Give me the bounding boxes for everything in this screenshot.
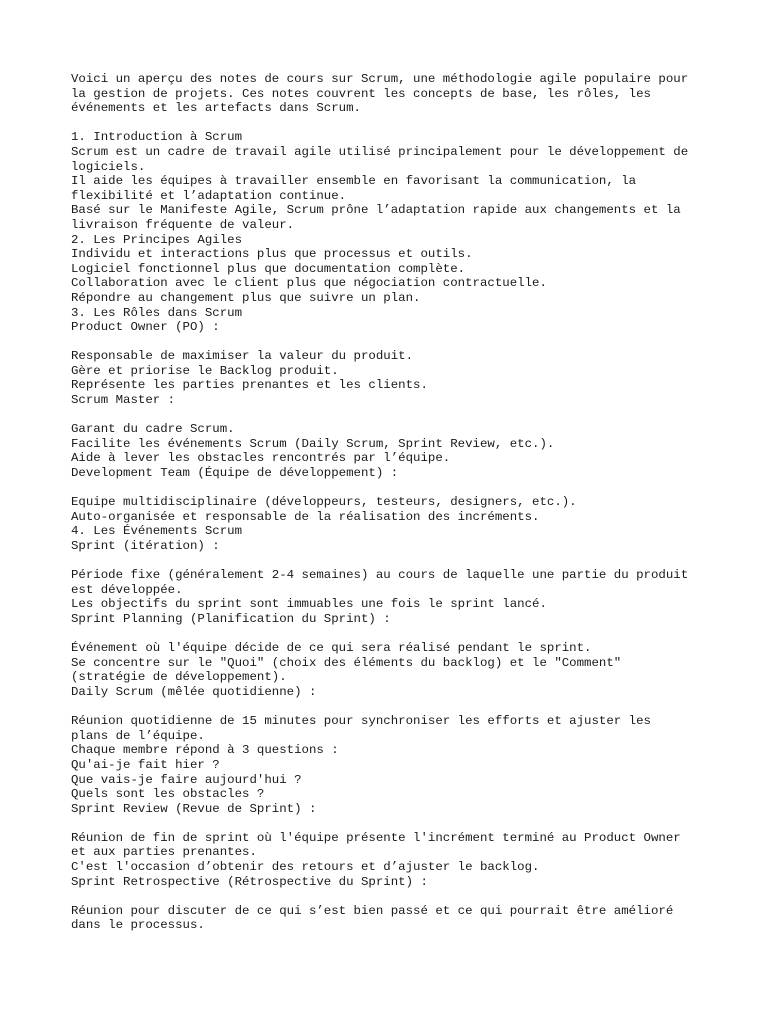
text-line: Collaboration avec le client plus que négociation contractuelle. bbox=[71, 276, 547, 291]
blank-line bbox=[71, 116, 711, 131]
text-line: Représente les parties prenantes et les clients. bbox=[71, 378, 428, 393]
text-line: (stratégie de développement). bbox=[71, 670, 287, 685]
text-line: Equipe multidisciplinaire (développeurs, testeurs, designers, etc.). bbox=[71, 495, 577, 510]
text-line: événements et les artefacts dans Scrum. bbox=[71, 101, 361, 116]
text-line: Qu'ai-je fait hier ? bbox=[71, 757, 220, 772]
text-line: Development Team (Équipe de développement) : bbox=[71, 466, 399, 481]
blank-line bbox=[71, 481, 711, 496]
text-line: Responsable de maximiser la valeur du produit. bbox=[71, 349, 414, 364]
text-line: Sprint Retrospective (Rétrospective du Sprint) : bbox=[71, 874, 428, 889]
text-line: 2. Les Principes Agiles bbox=[71, 232, 243, 247]
document-page bbox=[71, 72, 711, 933]
text-line: Voici un aperçu des notes de cours sur Scrum, une méthodologie agile populaire pour bbox=[71, 72, 689, 86]
text-line: Scrum Master : bbox=[71, 393, 176, 408]
text-line: 4. Les Événements Scrum bbox=[71, 524, 243, 539]
text-line: dans le processus. bbox=[71, 918, 205, 933]
text-line: Aide à lever les obstacles rencontrés par l’équipe. bbox=[71, 451, 451, 466]
text-line: la gestion de projets. Ces notes couvrent les concepts de base, les rôles, les bbox=[71, 86, 651, 101]
text-line: Scrum est un cadre de travail agile utilisé principalement pour le développement de bbox=[71, 144, 689, 159]
text-line: Auto-organisée et responsable de la réalisation des incréments. bbox=[71, 509, 540, 524]
text-line: Product Owner (PO) : bbox=[71, 320, 220, 335]
text-line: et aux parties prenantes. bbox=[71, 845, 257, 860]
text-line: Réunion quotidienne de 15 minutes pour synchroniser les efforts et ajuster les bbox=[71, 714, 651, 729]
text-line: Basé sur le Manifeste Agile, Scrum prône l’adaptation rapide aux changements et la bbox=[71, 203, 681, 218]
text-line: Se concentre sur le "Quoi" (choix des éléments du backlog) et le "Comment" bbox=[71, 655, 622, 670]
text-line: Logiciel fonctionnel plus que documentation complète. bbox=[71, 261, 466, 276]
text-line: Les objectifs du sprint sont immuables une fois le sprint lancé. bbox=[71, 597, 547, 612]
text-line: Sprint Review (Revue de Sprint) : bbox=[71, 801, 317, 816]
text-line: flexibilité et l’adaptation continue. bbox=[71, 188, 347, 203]
text-line: Réunion pour discuter de ce qui s’est bien passé et ce qui pourrait être amélioré bbox=[71, 903, 674, 918]
text-line: Garant du cadre Scrum. bbox=[71, 422, 235, 437]
text-line: Individu et interactions plus que processus et outils. bbox=[71, 247, 473, 262]
text-line: Daily Scrum (mêlée quotidienne) : bbox=[71, 684, 317, 699]
text-line: Il aide les équipes à travailler ensemble en favorisant la communication, la bbox=[71, 174, 637, 189]
blank-line bbox=[71, 408, 711, 423]
text-line: Événement où l'équipe décide de ce qui sera réalisé pendant le sprint. bbox=[71, 641, 592, 656]
blank-line bbox=[71, 335, 711, 350]
blank-line bbox=[71, 816, 711, 831]
text-line: Que vais-je faire aujourd'hui ? bbox=[71, 772, 302, 787]
text-line: Période fixe (généralement 2-4 semaines) au cours de laquelle une partie du produit bbox=[71, 568, 689, 583]
text-line: est développée. bbox=[71, 582, 183, 597]
text-line: plans de l’équipe. bbox=[71, 728, 205, 743]
text-line: logiciels. bbox=[71, 159, 146, 174]
text-line: Facilite les événements Scrum (Daily Scrum, Sprint Review, etc.). bbox=[71, 436, 555, 451]
text-line: Sprint (itération) : bbox=[71, 539, 220, 553]
blank-line bbox=[71, 554, 711, 569]
text-line: Sprint Planning (Planification du Sprint) : bbox=[71, 611, 391, 626]
text-line: Quels sont les obstacles ? bbox=[71, 787, 265, 802]
blank-line bbox=[71, 700, 711, 715]
text-line: Réunion de fin de sprint où l'équipe présente l'incrément terminé au Product Owner bbox=[71, 830, 681, 845]
text-line: 3. Les Rôles dans Scrum bbox=[71, 305, 243, 320]
text-line: Chaque membre répond à 3 questions : bbox=[71, 743, 339, 758]
blank-line bbox=[71, 627, 711, 642]
text-line: C'est l'occasion d’obtenir des retours et d’ajuster le backlog. bbox=[71, 860, 540, 875]
blank-line bbox=[71, 889, 711, 904]
text-line: 1. Introduction à Scrum bbox=[71, 130, 243, 145]
text-line: Répondre au changement plus que suivre un plan. bbox=[71, 290, 421, 305]
text-line: Gère et priorise le Backlog produit. bbox=[71, 363, 339, 378]
text-line: livraison fréquente de valeur. bbox=[71, 217, 295, 232]
